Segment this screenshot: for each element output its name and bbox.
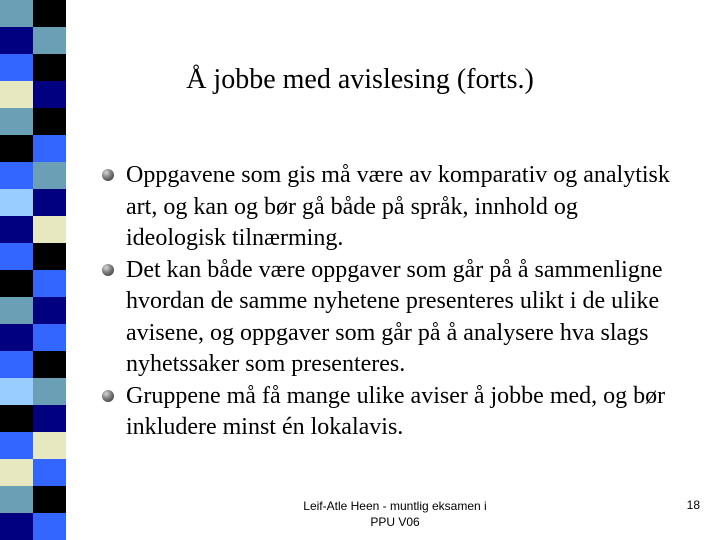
bullet-text: Gruppene må få mange ulike aviser å jobbe med, og bør inkludere minst én lokalavis.: [126, 382, 666, 440]
bullet-text: Oppgavene som gis må være av komparativ og analytisk art, og kan og bør gå både på språk, innhold og ideologisk tilnærming.: [126, 162, 670, 251]
stripe-cell: [0, 432, 33, 459]
stripe-cell: [33, 405, 66, 432]
bullet-item: [100, 160, 680, 255]
stripe-row: [0, 432, 66, 459]
stripe-cell: [0, 54, 33, 81]
stripe-row: [0, 324, 66, 351]
stripe-row: [0, 0, 66, 27]
footer-line: PPU V06: [370, 515, 420, 529]
stripe-cell: [0, 81, 33, 108]
stripe-row: [0, 162, 66, 189]
stripe-cell: [33, 297, 66, 324]
stripe-row: [0, 513, 66, 540]
bullet-list: [100, 160, 680, 444]
stripe-cell: [33, 243, 66, 270]
stripe-cell: [33, 324, 66, 351]
stripe-cell: [33, 513, 66, 540]
bullet-icon: [102, 264, 114, 276]
stripe-row: [0, 405, 66, 432]
stripe-cell: [0, 405, 33, 432]
stripe-cell: [0, 162, 33, 189]
stripe-cell: [0, 189, 33, 216]
bullet-icon: [102, 169, 114, 181]
footer-line: Leif-Atle Heen - muntlig eksamen i: [303, 499, 487, 513]
stripe-row: [0, 81, 66, 108]
stripe-cell: [0, 243, 33, 270]
stripe-cell: [33, 27, 66, 54]
stripe-row: [0, 135, 66, 162]
bullet-item: [100, 255, 680, 381]
stripe-row: [0, 216, 66, 243]
stripe-cell: [33, 486, 66, 513]
stripe-cell: [0, 27, 33, 54]
stripe-cell: [0, 270, 33, 297]
stripe-row: [0, 243, 66, 270]
stripe-row: [0, 54, 66, 81]
stripe-cell: [33, 378, 66, 405]
stripe-row: [0, 189, 66, 216]
stripe-cell: [0, 0, 33, 27]
stripe-cell: [33, 189, 66, 216]
decorative-stripe: [0, 0, 66, 540]
stripe-cell: [33, 108, 66, 135]
stripe-cell: [0, 351, 33, 378]
stripe-cell: [0, 486, 33, 513]
stripe-cell: [0, 297, 33, 324]
stripe-cell: [33, 135, 66, 162]
stripe-cell: [33, 216, 66, 243]
stripe-cell: [33, 0, 66, 27]
stripe-row: [0, 27, 66, 54]
stripe-cell: [0, 459, 33, 486]
stripe-cell: [0, 216, 33, 243]
stripe-cell: [33, 270, 66, 297]
stripe-cell: [0, 513, 33, 540]
stripe-cell: [0, 135, 33, 162]
stripe-cell: [0, 378, 33, 405]
stripe-cell: [33, 54, 66, 81]
stripe-cell: [33, 459, 66, 486]
stripe-row: [0, 270, 66, 297]
stripe-row: [0, 378, 66, 405]
bullet-icon: [102, 390, 114, 402]
page-number: 18: [686, 498, 700, 512]
stripe-cell: [33, 81, 66, 108]
stripe-row: [0, 297, 66, 324]
bullet-text: Det kan både være oppgaver som går på å sammenligne hvordan de samme nyhetene presenteres ulikt i de ulike avisene, og oppgaver som går på å analysere hva slags nyhetssaker som presenteres.: [126, 256, 663, 377]
bullet-item: [100, 381, 680, 444]
stripe-cell: [33, 162, 66, 189]
slide-footer: [270, 498, 520, 530]
stripe-row: [0, 486, 66, 513]
stripe-cell: [33, 351, 66, 378]
stripe-row: [0, 459, 66, 486]
stripe-cell: [33, 432, 66, 459]
stripe-row: [0, 351, 66, 378]
slide-title: Å jobbe med avislesing (forts.): [186, 64, 534, 95]
stripe-cell: [0, 108, 33, 135]
stripe-row: [0, 108, 66, 135]
stripe-cell: [0, 324, 33, 351]
